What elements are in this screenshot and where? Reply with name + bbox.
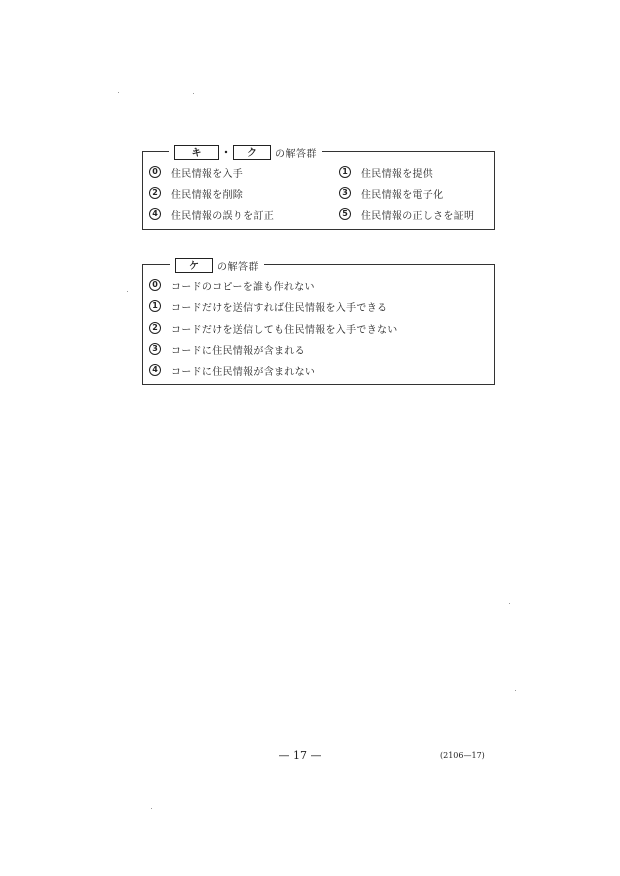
choice-text: コードだけを送信しても住民情報を入手できない (171, 324, 398, 336)
separator-dot: ・ (220, 146, 232, 159)
answer-group-title (169, 142, 322, 162)
choice-item (149, 185, 243, 201)
choice-text: コードのコピーを誰も作れない (171, 281, 315, 293)
blank-key-ke: ケ (175, 258, 213, 273)
blank-key-ku: ク (233, 145, 271, 160)
choice-text: 住民情報を削除 (171, 189, 244, 201)
choice-item (339, 206, 474, 222)
choice-number: 1 (339, 166, 351, 178)
choice-text: 住民情報を入手 (171, 168, 244, 180)
page-number: — 17 — (278, 749, 322, 762)
choice-text: 住民情報の誤りを訂正 (171, 210, 274, 222)
scan-speck (151, 808, 152, 809)
choice-item (339, 185, 443, 201)
choice-text: 住民情報を電子化 (361, 189, 444, 201)
choice-text: コードに住民情報が含まれない (171, 366, 316, 378)
choice-number: 2 (149, 322, 161, 334)
choice-number: 2 (149, 187, 161, 199)
answer-group-title (170, 255, 264, 275)
choice-number: 5 (339, 208, 351, 220)
choice-item (149, 298, 387, 314)
scan-speck (127, 291, 128, 292)
choice-text: 住民情報を提供 (361, 168, 434, 180)
choice-item (149, 341, 305, 357)
choice-number: 0 (149, 279, 161, 291)
answer-group-ke (142, 260, 495, 385)
choice-number: 4 (149, 208, 161, 220)
choice-text: コードだけを送信すれば住民情報を入手できる (171, 302, 388, 314)
answer-group-label: の解答群 (275, 148, 317, 160)
answer-group-label: の解答群 (217, 261, 259, 273)
answer-group-ki-ku (142, 146, 495, 230)
choice-item (149, 320, 398, 336)
choice-item (149, 362, 315, 378)
choice-number: 4 (149, 364, 161, 376)
choice-number: 0 (149, 166, 161, 178)
choice-item (149, 164, 243, 180)
blank-key-ki: キ (174, 145, 219, 160)
choice-text: 住民情報の正しさを証明 (361, 210, 475, 222)
choice-item (149, 206, 274, 222)
choice-number: 1 (149, 300, 161, 312)
choice-item (339, 164, 433, 180)
scan-speck (509, 603, 510, 604)
scan-speck (515, 690, 516, 691)
scan-speck (118, 92, 119, 93)
choice-text: コードに住民情報が含まれる (171, 345, 305, 357)
choice-item (149, 277, 315, 293)
choice-number: 3 (339, 187, 351, 199)
document-code: (2106—17) (440, 751, 485, 760)
scan-speck (193, 93, 194, 94)
choice-number: 3 (149, 343, 161, 355)
